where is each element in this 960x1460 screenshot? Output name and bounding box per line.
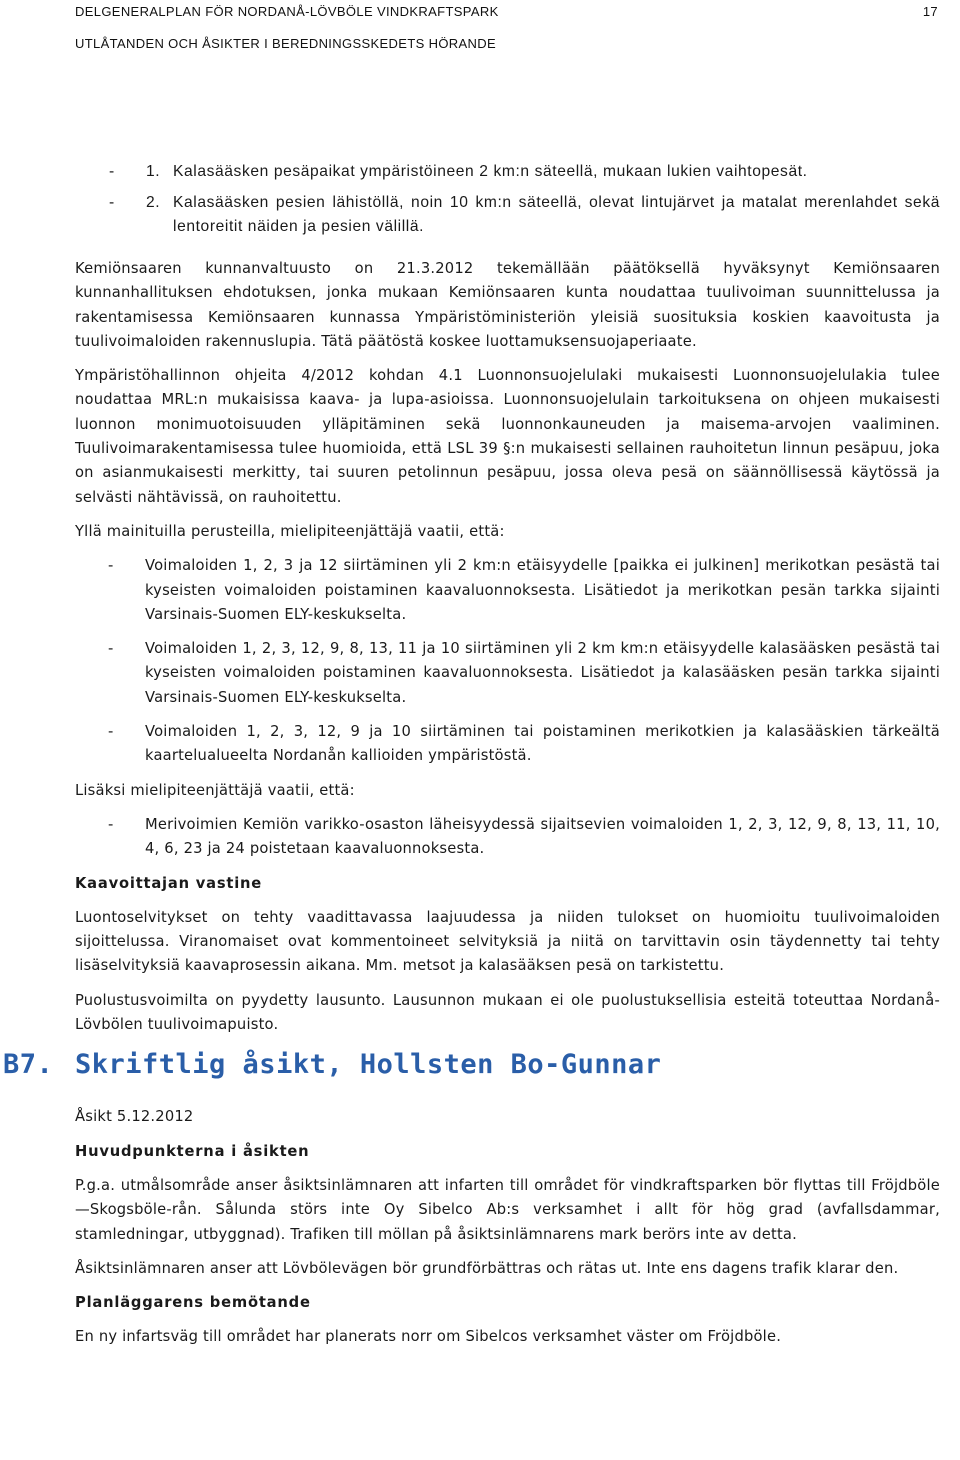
list-text: Merivoimien Kemiön varikko-osaston läheisyydessä sijaitsevien voimaloiden 1, 2, 3, 12, 9, 8, 13, 11, 10, 4, 6, 23 ja 24 poistetaan kaavaluonnoksesta. bbox=[145, 815, 940, 858]
paragraph: Yllä mainituilla perusteilla, mielipiteenjättäjä vaatii, että: bbox=[75, 522, 505, 540]
main-points-heading: Huvudpunkterna i åsikten bbox=[75, 1142, 310, 1160]
demand-item bbox=[75, 720, 940, 769]
asikt-date: Åsikt 5.12.2012 bbox=[75, 1108, 194, 1126]
paragraph: Lisäksi mielipiteenjättäjä vaatii, että: bbox=[75, 781, 355, 799]
document-title: DELGENERALPLAN FÖR NORDANÅ-LÖVBÖLE VINDKRAFTSPARK bbox=[75, 4, 499, 19]
paragraph: Ympäristöhallinnon ohjeita 4/2012 kohdan 4.1 Luonnonsuojelulaki mukaisesti Luonnonsuojelulakia tulee noudattaa MRL:n mukaisissa kaava- ja lupa-asioissa. Luonnonsuojelulain tarkoituksena on ohjeen mukaisesti luonnon monimuotoisuuden ylläpitäminen sekä luonnonkauneuden ja maisema-arvojen vaaliminen. Tuulivoimarakentamisessa tulee huomioida, että LSL 39 §:n mukaisesti sellainen rauhoitetun linnun pesäpuu, joka on asianmukaisesti merkitty, tai suuren petolinnun pesäpuu, jossa oleva pesä on säännöllisessä käytössä ja selvästi nähtävissä, on rauhoitettu. bbox=[75, 367, 940, 506]
list-text: Voimaloiden 1, 2, 3 ja 12 siirtäminen yli 2 km:n etäisyydelle [paikka ei julkinen] merikotkan pesästä tai kyseisten voimaloiden poistaminen kaavaluonnoksesta. Lisätiedot ja merikotkan pesän tarkka sijainti Varsinais-Suomen ELY-keskukselta. bbox=[145, 557, 940, 623]
list-dash: - bbox=[109, 163, 115, 180]
list-item bbox=[75, 160, 940, 184]
section-title: Skriftlig åsikt, Hollsten Bo-Gunnar bbox=[75, 1049, 662, 1081]
paragraph: Luontoselvitykset on tehty vaadittavassa laajuudessa ja niiden tulokset on huomioitu tuulivoimaloiden sijoittelussa. Viranomaiset ovat kommentoineet selvityksiä ja niitä on tarvittavin osin täydennetty tai tehty lisäselvityksiä kaavaprosessin aikana. Mm. metsot ja kalasääksen pesä on tarkistettu. bbox=[75, 908, 940, 975]
paragraph: Åsiktsinlämnaren anser att Lövbölevägen bör grundförbättras och rätas ut. Inte ens dagens trafik klarar den. bbox=[75, 1259, 899, 1277]
list-dash: - bbox=[109, 194, 115, 211]
list-dash: - bbox=[108, 723, 114, 741]
paragraph: En ny infartsväg till området har planerats norr om Sibelcos verksamhet väster om Fröjdböle. bbox=[75, 1328, 782, 1346]
list-number: 1. bbox=[146, 163, 161, 180]
document-subtitle: UTLÅTANDEN OCH ÅSIKTER I BEREDNINGSSKEDETS HÖRANDE bbox=[75, 36, 497, 51]
list-dash: - bbox=[108, 640, 114, 658]
planner-heading: Planläggarens bemötande bbox=[75, 1294, 311, 1312]
demand-item bbox=[75, 554, 940, 627]
list-text: Voimaloiden 1, 2, 3, 12, 9, 8, 13, 11 ja 10 siirtäminen yli 2 km km:n etäisyydelle kalasääsken pesästä tai kyseisten voimaloiden poistaminen kaavaluonnoksesta. Lisätiedot ja kalasääsken pesän tarkka sijainti Varsinais-Suomen ELY-keskukselta. bbox=[145, 640, 940, 706]
page-header bbox=[75, 4, 938, 19]
section-number: B7. bbox=[3, 1049, 54, 1081]
response-heading: Kaavoittajan vastine bbox=[75, 874, 263, 892]
list-dash: - bbox=[108, 815, 114, 833]
list-text: Voimaloiden 1, 2, 3, 12, 9 ja 10 siirtäminen tai poistaminen merikotkien ja kalasääskien tärkeältä kaartelualueelta Nordanån kallioiden ympäristöstä. bbox=[145, 723, 940, 765]
paragraph: P.g.a. utmålsområde anser åsiktsinlämnaren att infarten till området för vindkraftsparken bör flyttas till Fröjdböle—Skogsböle-rån. Sålunda störs inte Oy Sibelco Ab:s verksamhet i allt för hög grad (avfallsdammar, stamledningar, utbyggnad). Trafiken till möllan på åsiktsinlämnarens mark berörs inte av detta. bbox=[75, 1176, 940, 1243]
main-content bbox=[3, 257, 940, 1360]
list-text: Kalasääsken pesien lähistöllä, noin 10 km:n säteellä, olevat lintujärvet ja matalat merenlahdet sekä lentoreitit näiden ja pesien välillä. bbox=[173, 194, 940, 235]
paragraph: Puolustusvoimilta on pyydetty lausunto. Lausunnon mukaan ei ole puolustuksellisia esteitä toteuttaa Nordanå-Lövbölen tuulivoimapuisto. bbox=[75, 991, 940, 1034]
page-number: 17 bbox=[922, 4, 938, 19]
list-dash: - bbox=[108, 557, 114, 575]
paragraph: Kemiönsaaren kunnanvaltuusto on 21.3.2012 tekemällään päätöksellä hyväksynyt Kemiönsaaren kunnanhallituksen ehdotuksen, jonka mukaan Kemiönsaaren kunta noudattaa tuulivoiman suunnittelussa ja rakentamisessa Kemiönsaaren kunnassa Ympäristöministeriön yleisiä suosituksia koskien kaavoitusta ja tuulivoimaloiden rakennuslupia. Tätä päätöstä koskee luottamuksensuojaperiaate. bbox=[75, 260, 940, 350]
list-item bbox=[75, 191, 940, 239]
top-list bbox=[75, 160, 940, 246]
demand-item bbox=[75, 637, 940, 710]
list-number: 2. bbox=[146, 194, 161, 211]
list-text: Kalasääsken pesäpaikat ympäristöineen 2 km:n säteellä, mukaan lukien vaihtopesät. bbox=[173, 163, 808, 180]
demand-item bbox=[75, 813, 940, 862]
section-heading bbox=[3, 1047, 940, 1083]
